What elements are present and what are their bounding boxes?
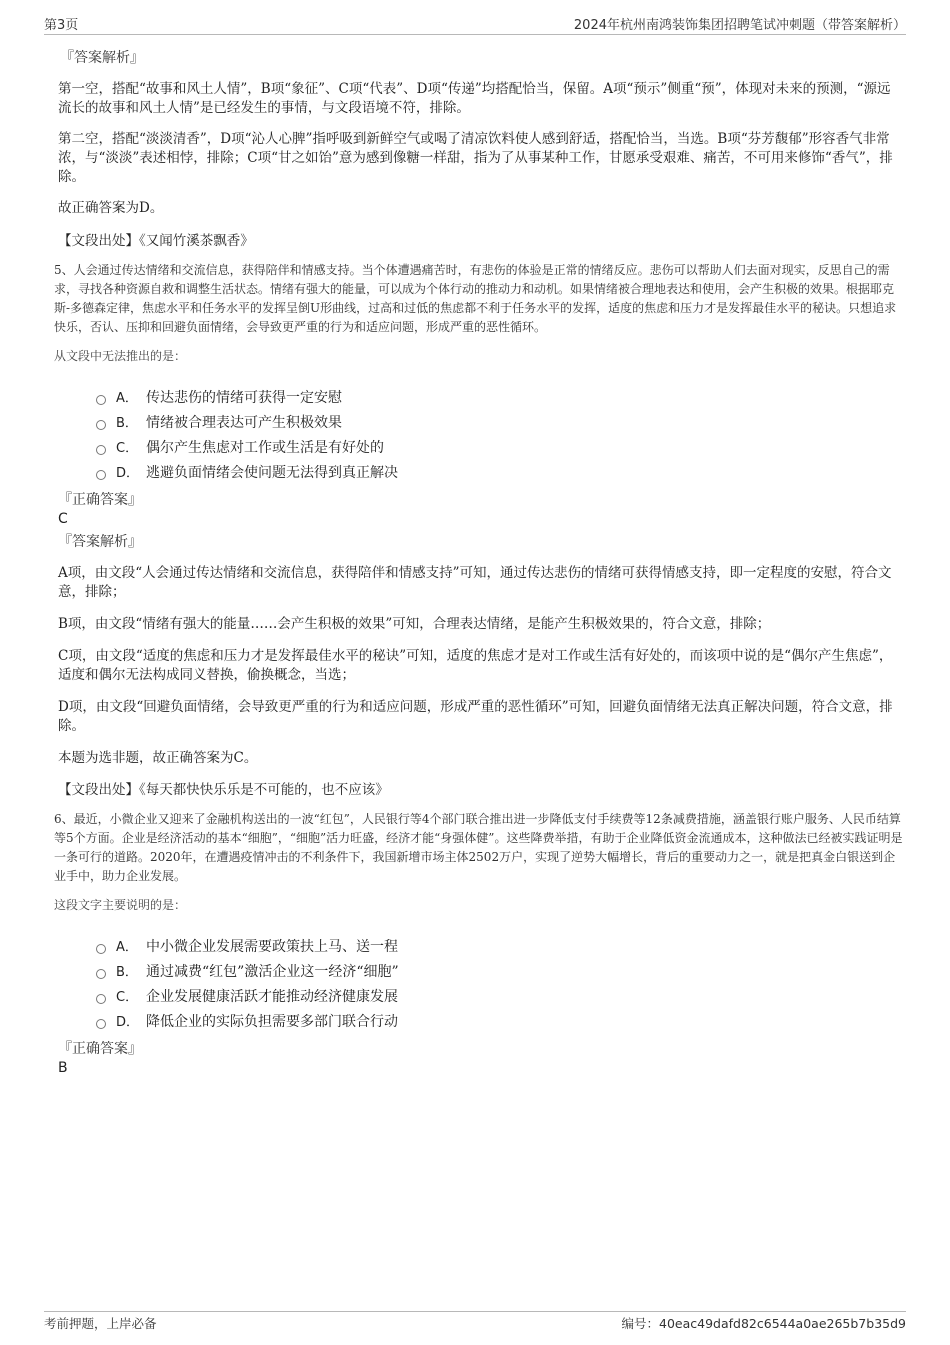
- source-citation: 【文段出处】《又闻竹溪茶飘香》: [58, 233, 254, 249]
- option-a[interactable]: A． 中小微企业发展需要政策扶上马、送一程: [96, 933, 904, 958]
- analysis-paragraph: C项，由文段“适度的焦虑和压力才是发挥最佳水平的秘诀”可知，适度的焦虑才是对工作或生活有好处的，而该项中说的是“偶尔产生焦虑”，适度和偶尔无法构成同义替换，偷换概念，当选；: [58, 648, 893, 683]
- source-citation: 【文段出处】《每天都快快乐乐是不可能的，也不应该》: [58, 782, 389, 798]
- question-stem: 5、人会通过传达情绪和交流信息，获得陪伴和情感支持。当个体遭遇痛苦时，有悲伤的体验是正常的情绪反应。悲伤可以帮助人们去面对现实，反思自己的需求，寻找各种资源自救和调整生活状态。情绪有强大的能量，可以成为个体行动的推动力和动机。如果情绪被合理地表达和使用，会产生积极的效果。根据耶克斯-多德森定律，焦虑水平和任务水平的发挥呈倒U形曲线，过高和过低的焦虑都不利于任务水平的发挥，适度的焦虑和压力才是发挥最佳水平的秘诀。只想追求快乐，否认、压抑和回避负面情绪，会导致更严重的行为和适应问题，形成严重的恶性循环。: [54, 263, 897, 334]
- radio-button[interactable]: [96, 969, 106, 979]
- analysis-label: 『答案解析』: [58, 534, 142, 550]
- analysis-paragraph: B项，由文段“情绪有强大的能量……会产生积极的效果”可知，合理表达情绪，是能产生积极效果的，符合文意，排除；: [58, 616, 771, 632]
- question-stem: 6、最近，小微企业又迎来了金融机构送出的一波“红包”，人民银行等4个部门联合推出进一步降低支付手续费等12条减费措施，涵盖银行账户服务、人民币结算等5个方面。企业是经济活动的基本“细胞”，“细胞”活力旺盛，经济才能“身强体健”。这些降费举措，有助于企业降低资金流通成本，这种做法已经被实践证明是一条可行的道路。2020年，在遭遇疫情冲击的不利条件下，我国新增市场主体2502万户，实现了逆势大幅增长，背后的重要动力之一，就是把真金白银送到企业手中，助力企业发展。: [54, 812, 903, 883]
- analysis-paragraph: D项，由文段“回避负面情绪，会导致更严重的行为和适应问题，形成严重的恶性循环”可知，回避负面情绪无法真正解决问题，符合文意，排除。: [58, 699, 893, 734]
- page-content: [54, 48, 904, 1077]
- document-id-value: 40eac49dafd82c6544a0ae265b7b35d9: [659, 1316, 906, 1331]
- page-header: [44, 14, 906, 35]
- correct-answer: B: [58, 1060, 68, 1076]
- option-b[interactable]: B． 通过减费“红包”激活企业这一经济“细胞”: [96, 958, 904, 983]
- document-id: [621, 1314, 906, 1332]
- question-prompt: 从文段中无法推出的是：: [54, 349, 187, 363]
- option-a[interactable]: A． 传达悲伤的情绪可获得一定安慰: [96, 384, 904, 409]
- analysis-conclusion: 故正确答案为D。: [58, 200, 164, 216]
- radio-button[interactable]: [96, 445, 106, 455]
- option-list: [96, 933, 904, 1033]
- document-title: 2024年杭州南鸿装饰集团招聘笔试冲刺题（带答案解析）: [573, 18, 906, 33]
- page-number: 第3页: [44, 18, 79, 33]
- page-footer: [44, 1311, 906, 1332]
- option-b[interactable]: B． 情绪被合理表达可产生积极效果: [96, 409, 904, 434]
- analysis-label: 『答案解析』: [60, 50, 144, 66]
- option-d[interactable]: D． 逃避负面情绪会使问题无法得到真正解决: [96, 459, 904, 484]
- document-id-label: 编号：: [621, 1316, 659, 1331]
- radio-button[interactable]: [96, 994, 106, 1004]
- analysis-paragraph: 第二空，搭配“淡淡清香”，D项“沁人心脾”指呼吸到新鲜空气或喝了清凉饮料使人感到舒适，搭配恰当，当选。B项“芬芳馥郁”形容香气非常浓，与“淡淡”表述相悖，排除；C项“甘之如饴”意为感到像糖一样甜，指为了从事某种工作，甘愿承受艰难、痛苦，不可用来修饰“香气”，排除。: [58, 131, 893, 185]
- option-c[interactable]: C． 企业发展健康活跃才能推动经济健康发展: [96, 983, 904, 1008]
- analysis-paragraph: 第一空，搭配“故事和风土人情”，B项“象征”、C项“代表”、D项“传递”均搭配恰当，保留。A项“预示”侧重“预”，体现对未来的预测，“源远流长的故事和风土人情”是已经发生的事情，与文段语境不符，排除。: [58, 81, 891, 116]
- radio-button[interactable]: [96, 395, 106, 405]
- correct-answer: C: [58, 511, 68, 527]
- correct-answer-label: 『正确答案』: [58, 492, 142, 508]
- analysis-paragraph: A项，由文段“人会通过传达情绪和交流信息，获得陪伴和情感支持”可知，通过传达悲伤的情绪可获得情感支持，即一定程度的安慰，符合文意，排除；: [58, 565, 892, 600]
- analysis-conclusion: 本题为选非题，故正确答案为C。: [58, 750, 258, 766]
- correct-answer-label: 『正确答案』: [58, 1041, 142, 1057]
- option-d[interactable]: D． 降低企业的实际负担需要多部门联合行动: [96, 1008, 904, 1033]
- footer-slogan: 考前押题，上岸必备: [44, 1316, 157, 1331]
- option-list: [96, 384, 904, 484]
- radio-button[interactable]: [96, 1019, 106, 1029]
- radio-button[interactable]: [96, 470, 106, 480]
- question-prompt: 这段文字主要说明的是：: [54, 898, 187, 912]
- radio-button[interactable]: [96, 420, 106, 430]
- option-c[interactable]: C． 偶尔产生焦虑对工作或生活是有好处的: [96, 434, 904, 459]
- radio-button[interactable]: [96, 944, 106, 954]
